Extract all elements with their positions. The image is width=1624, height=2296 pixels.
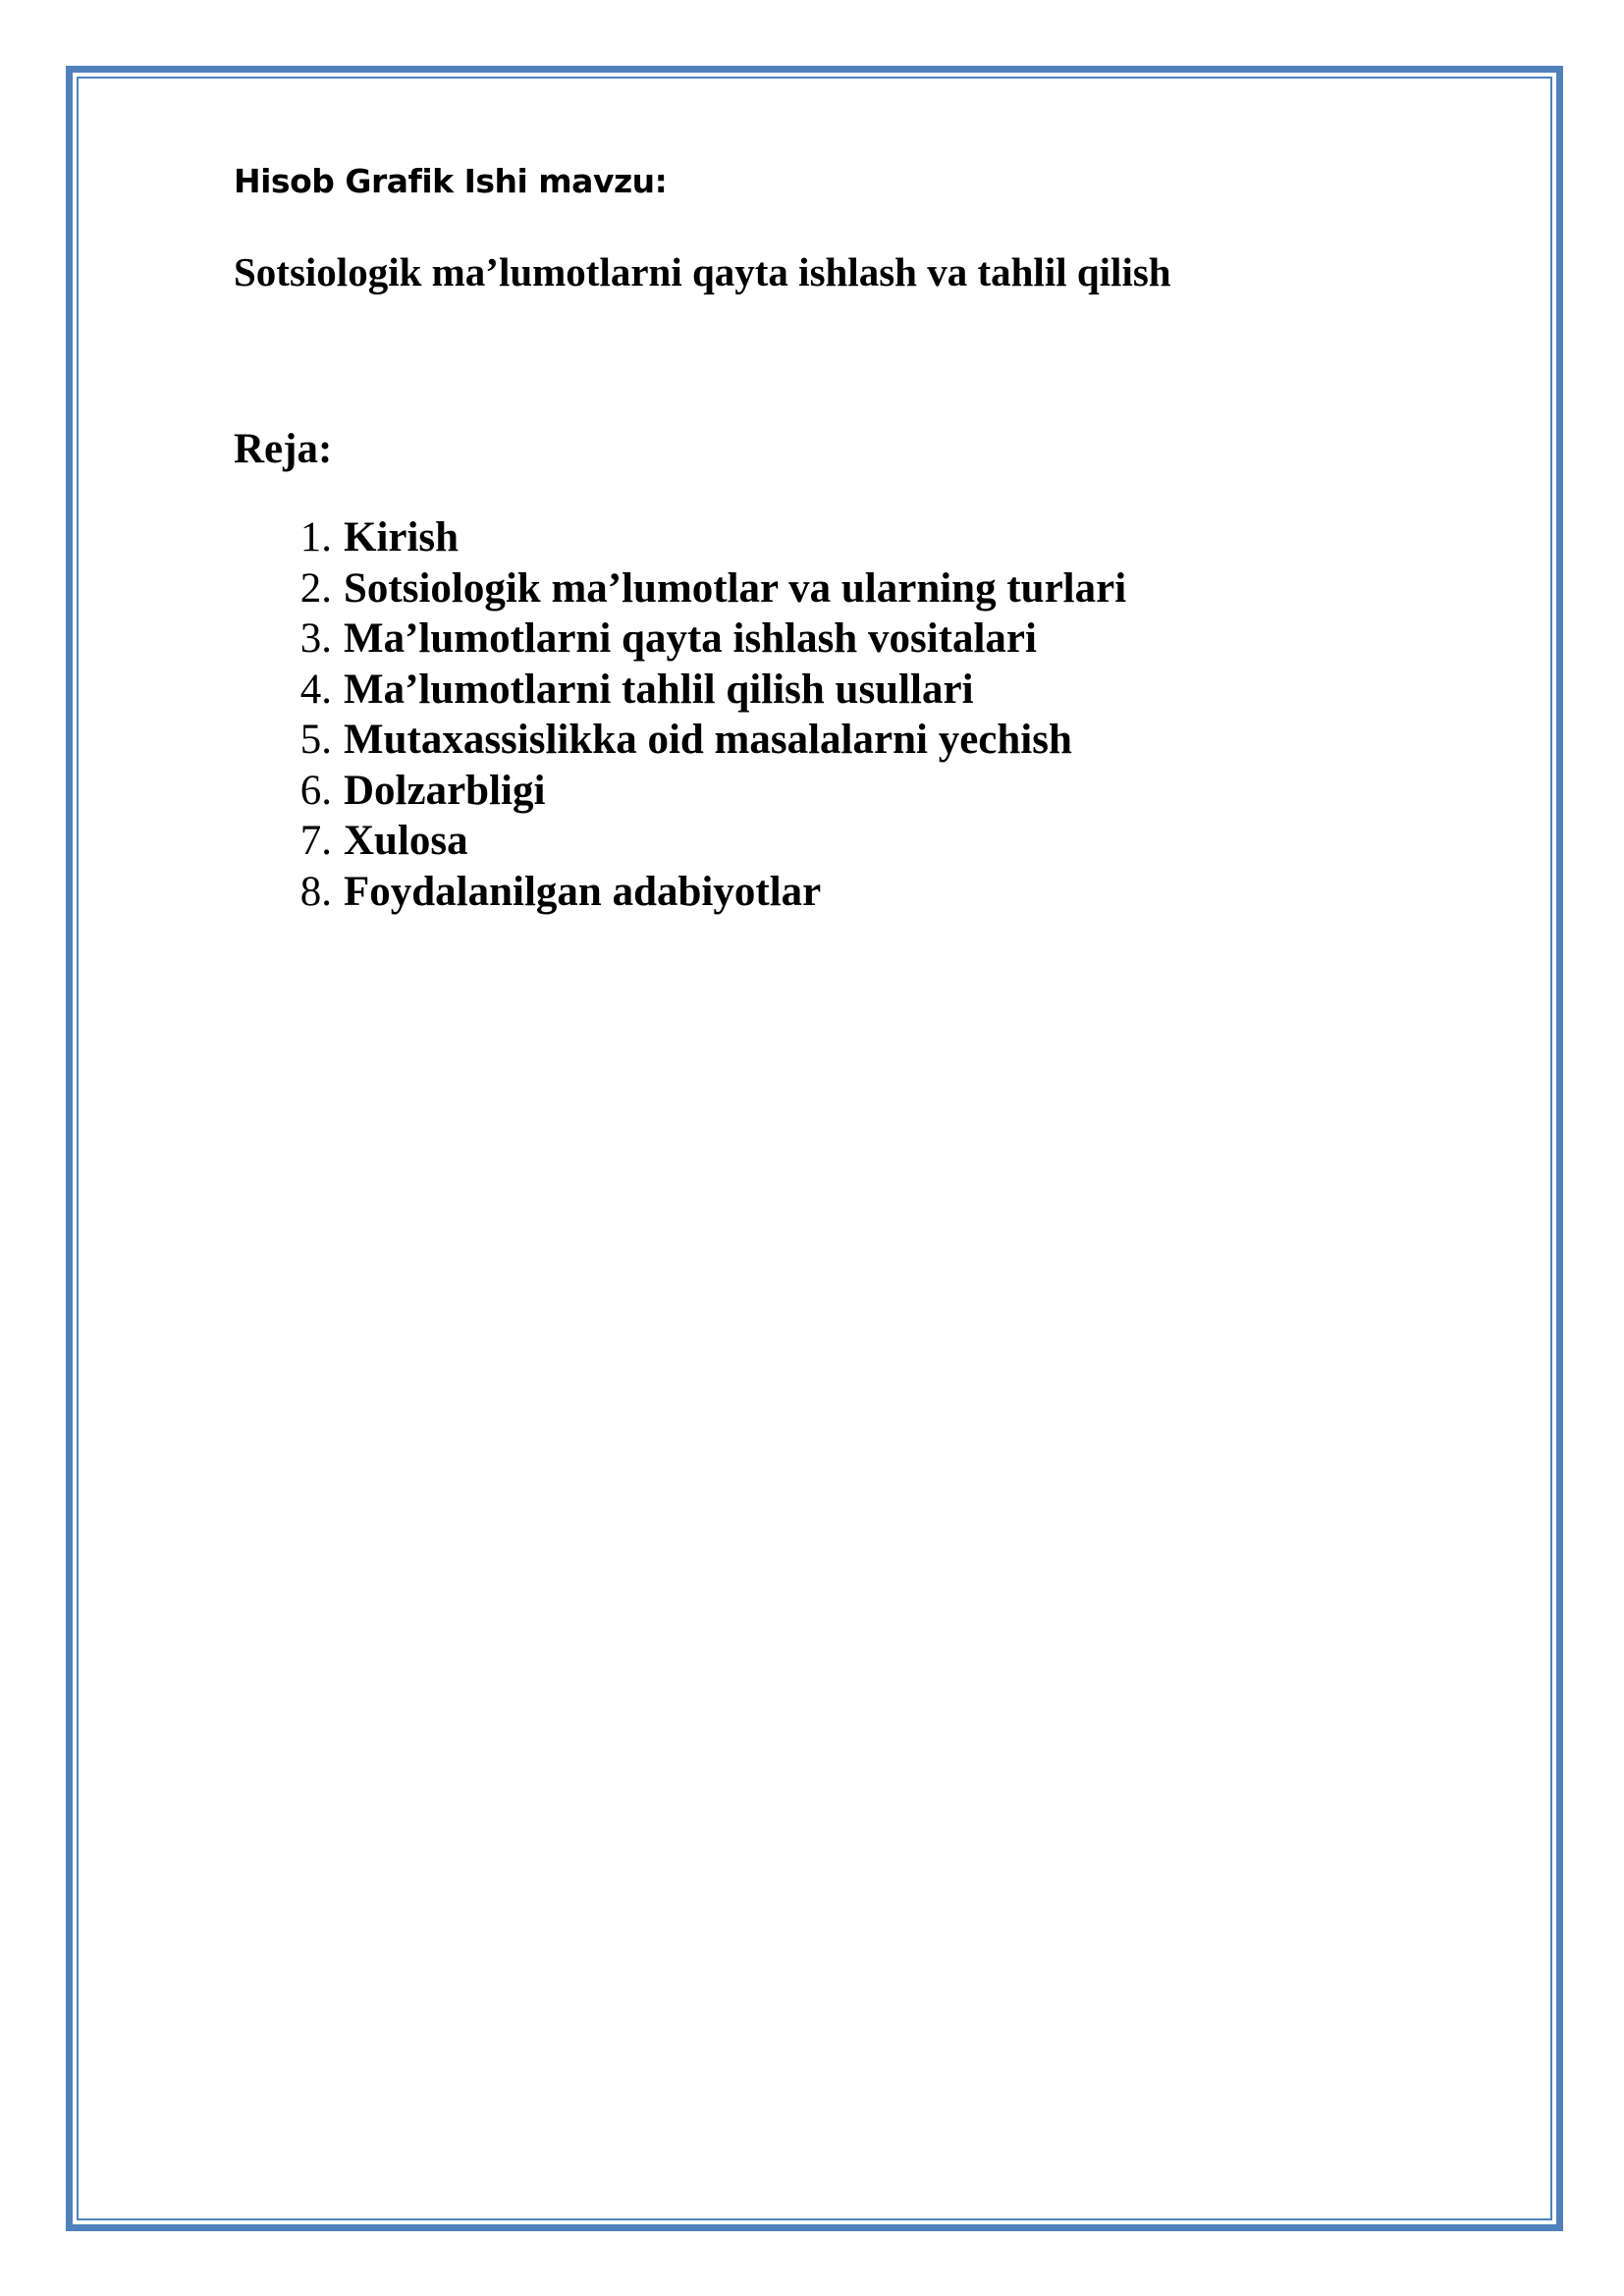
plan-item <box>234 715 1126 766</box>
plan-item-number: 2. <box>299 564 332 612</box>
plan-item-number: 6. <box>299 767 332 814</box>
plan-item <box>234 614 1126 665</box>
plan-item-number: 1. <box>299 514 332 561</box>
plan-item-text: Mutaxassislikka oid masalalarni yechish <box>344 717 1072 763</box>
plan-item <box>234 512 1126 563</box>
plan-item-number: 7. <box>299 818 332 864</box>
plan-item-text: Xulosa <box>344 818 468 864</box>
subject-label: Hisob Grafik Ishi mavzu: <box>234 162 668 200</box>
plan-item-number: 8. <box>299 868 332 915</box>
plan-item-number: 3. <box>299 615 332 662</box>
plan-item-text: Foydalanilgan adabiyotlar <box>344 868 822 915</box>
page-border-inner <box>77 77 1552 2220</box>
plan-item <box>234 766 1126 817</box>
plan-item <box>234 867 1126 918</box>
plan-list <box>234 512 1126 917</box>
plan-item-number: 4. <box>299 666 332 713</box>
plan-item-text: Ma’lumotlarni tahlil qilish usullari <box>344 666 974 713</box>
plan-item-text: Kirish <box>344 514 460 561</box>
plan-item-number: 5. <box>299 717 332 763</box>
topic-title: Sotsiologik ma’lumotlarni qayta ishlash va tahlil qilish <box>234 249 1171 294</box>
plan-item <box>234 816 1126 867</box>
plan-item-text: Dolzarbligi <box>344 767 546 814</box>
plan-item-text: Sotsiologik ma’lumotlar va ularning turlari <box>344 564 1127 612</box>
plan-item-text: Ma’lumotlarni qayta ishlash vositalari <box>344 615 1037 662</box>
plan-item <box>234 665 1126 716</box>
plan-item <box>234 563 1126 614</box>
plan-heading: Reja: <box>234 426 333 472</box>
